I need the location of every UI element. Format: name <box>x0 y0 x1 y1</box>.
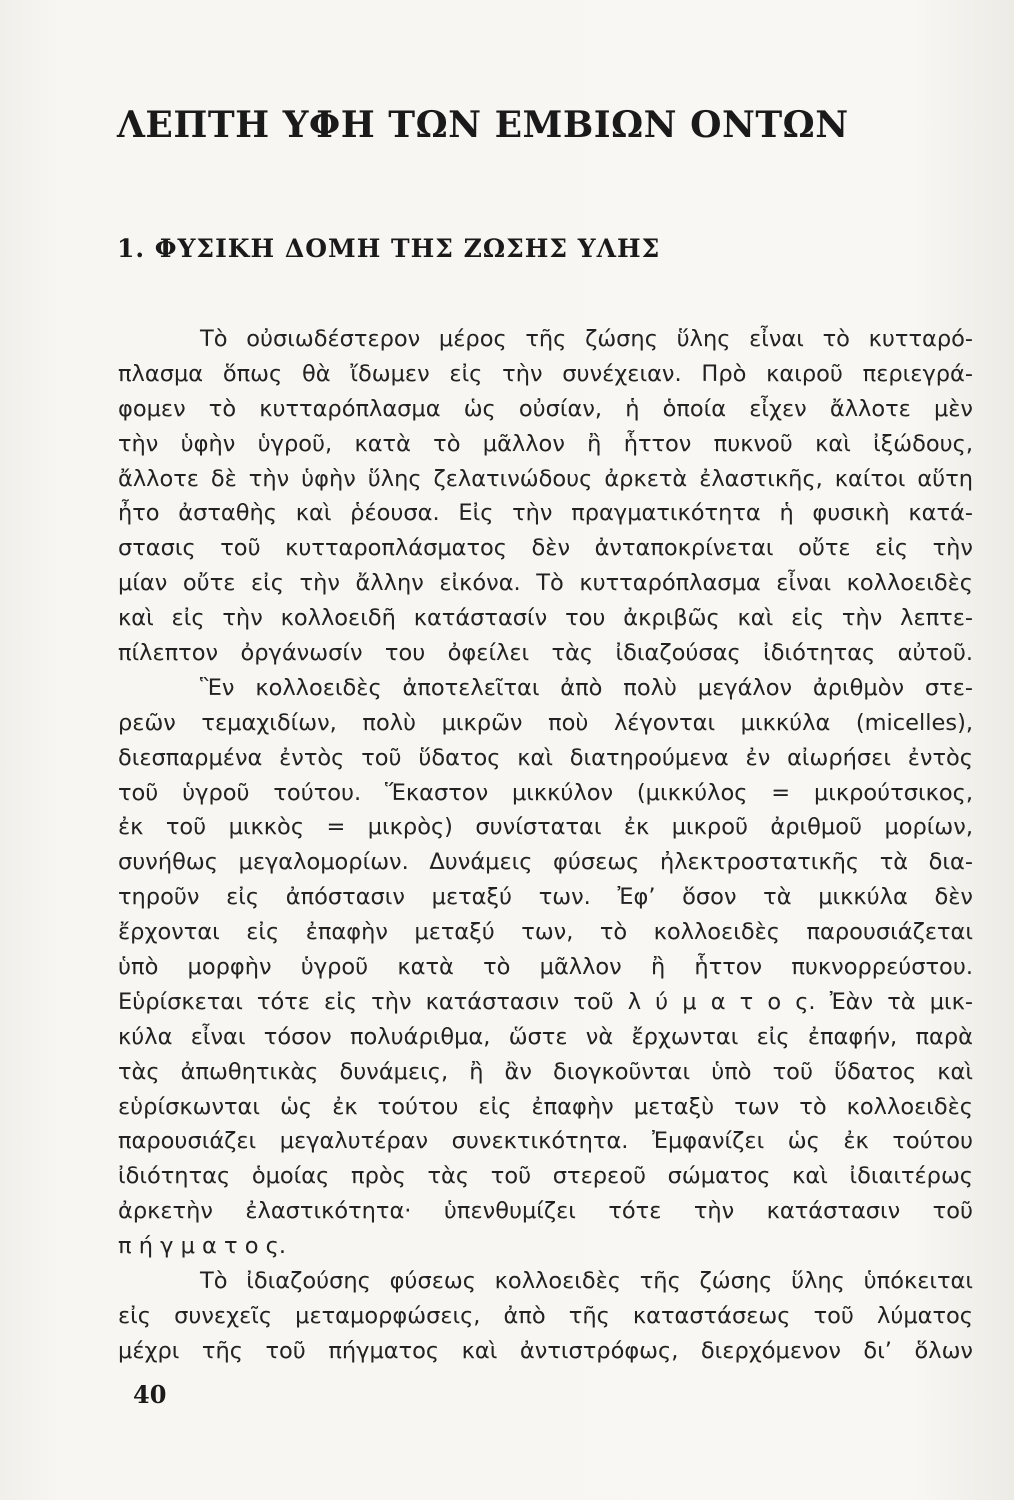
text-line: τὰς ἀπωθητικὰς δυνάμεις, ἢ ἂν διογκοῦνται ὑπὸ τοῦ ὕδατος καὶ <box>118 1058 973 1085</box>
text-line: πλασμα ὅπως θὰ ἴδωμεν εἰς τὴν συνέχειαν. Πρὸ καιροῦ περιεγρά- <box>118 360 973 387</box>
text-line: Εὑρίσκεται τότε εἰς τὴν κατάστασιν τοῦ λ ύ μ α τ ο ς. Ἐὰν τὰ μικ- <box>118 988 973 1015</box>
section-title: 1. ΦΥΣΙΚΗ ΔΟΜΗ ΤΗΣ ΖΩΣΗΣ ΥΛΗΣ <box>117 234 661 263</box>
text-line: π ή γ μ α τ ο ς. <box>118 1233 287 1260</box>
body-text <box>118 322 973 1369</box>
text-line: κύλα εἶναι τόσον πολυάριθμα, ὥστε νὰ ἔρχωνται εἰς ἐπαφήν, παρὰ <box>118 1023 973 1050</box>
text-line: καὶ εἰς τὴν κολλοειδῆ κατάστασίν του ἀκριβῶς καὶ εἰς τὴν λεπτε- <box>118 605 973 632</box>
text-line: ὑπὸ μορφὴν ὑγροῦ κατὰ τὸ μᾶλλον ἢ ἧττον πυκνορρεύστου. <box>118 954 973 981</box>
text-line: Ἓν κολλοειδὲς ἀποτελεῖται ἀπὸ πολὺ μεγάλον ἀριθμὸν στε- <box>200 674 973 701</box>
text-line: ἐκ τοῦ μικκὸς = μικρὸς) συνίσταται ἐκ μικροῦ ἀριθμοῦ μορίων, <box>118 814 973 841</box>
text-line: ἰδιότητας ὁμοίας πρὸς τὰς τοῦ στερεοῦ σώματος καὶ ἰδιαιτέρως <box>118 1163 973 1190</box>
text-line: στασις τοῦ κυτταροπλάσματος δὲν ἀνταποκρίνεται οὔτε εἰς τὴν <box>118 535 973 562</box>
text-line: εὑρίσκωνται ὡς ἐκ τούτου εἰς ἐπαφὴν μεταξὺ των τὸ κολλοειδὲς <box>118 1093 973 1120</box>
page-number: 40 <box>133 1380 167 1409</box>
text-line: εἰς συνεχεῖς μεταμορφώσεις, ἀπὸ τῆς καταστάσεως τοῦ λύματος <box>118 1302 973 1329</box>
text-line: τὴν ὑφὴν ὑγροῦ, κατὰ τὸ μᾶλλον ἢ ἧττον πυκνοῦ καὶ ἰξώδους, <box>118 430 973 457</box>
text-line: ἦτο ἀσταθὴς καὶ ῥέουσα. Εἰς τὴν πραγματικότητα ἡ φυσικὴ κατά- <box>118 500 973 527</box>
text-line: μίαν οὔτε εἰς τὴν ἄλλην εἰκόνα. Τὸ κυτταρόπλασμα εἶναι κολλοειδὲς <box>118 570 973 597</box>
text-line: πίλεπτον ὀργάνωσίν του ὀφείλει τὰς ἰδιαζούσας ἰδιότητας αὐτοῦ. <box>118 640 973 667</box>
text-line: τοῦ ὑγροῦ τούτου. Ἕκαστον μικκύλον (μικκύλος = μικρούτσικος, <box>118 779 973 806</box>
chapter-title: ΛΕΠΤΗ ΥΦΗ ΤΩΝ ΕΜΒΙΩΝ ΟΝΤΩΝ <box>117 104 849 146</box>
text-line: συνήθως μεγαλομορίων. Δυνάμεις φύσεως ἠλεκτροστατικῆς τὰ δια- <box>118 849 973 876</box>
text-line: Τὸ ἰδιαζούσης φύσεως κολλοειδὲς τῆς ζώσης ὕλης ὑπόκειται <box>200 1268 973 1295</box>
text-line: ρεῶν τεμαχιδίων, πολὺ μικρῶν ποὺ λέγονται μικκύλα (micelles), <box>118 709 973 736</box>
text-line: Τὸ οὐσιωδέστερον μέρος τῆς ζώσης ὕλης εἶναι τὸ κυτταρό- <box>200 326 973 352</box>
text-line: ἀρκετὴν ἐλαστικότητα· ὑπενθυμίζει τότε τὴν κατάστασιν τοῦ <box>118 1198 973 1225</box>
text-line: διεσπαρμένα ἐντὸς τοῦ ὕδατος καὶ διατηρούμενα ἐν αἰωρήσει ἐντὸς <box>118 744 973 771</box>
text-line: ἄλλοτε δὲ τὴν ὑφὴν ὕλης ζελατινώδους ἀρκετὰ ἐλαστικῆς, καίτοι αὕτη <box>118 465 973 492</box>
text-line: ἔρχονται εἰς ἐπαφὴν μεταξύ των, τὸ κολλοειδὲς παρουσιάζεται <box>118 919 973 946</box>
text-line: παρουσιάζει μεγαλυτέραν συνεκτικότητα. Ἐμφανίζει ὡς ἐκ τούτου <box>118 1128 973 1155</box>
text-line: φομεν τὸ κυτταρόπλασμα ὡς οὐσίαν, ἡ ὁποία εἶχεν ἄλλοτε μὲν <box>118 395 973 422</box>
text-line: μέχρι τῆς τοῦ πήγματος καὶ ἀντιστρόφως, διερχόμενον δι’ ὅλων <box>118 1337 973 1364</box>
text-line: τηροῦν εἰς ἀπόστασιν μεταξύ των. Ἐφ’ ὅσον τὰ μικκύλα δὲν <box>118 884 973 911</box>
